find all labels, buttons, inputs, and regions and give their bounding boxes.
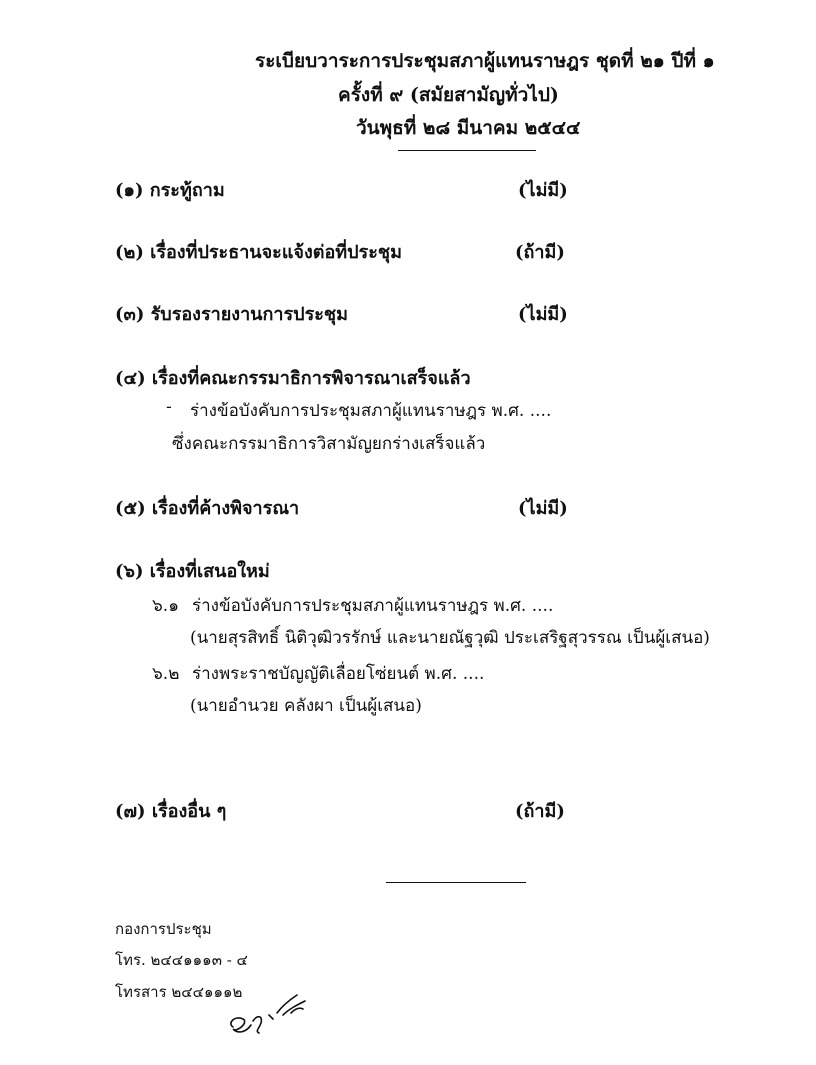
agenda-item-4-sub-line1: ร่างข้อบังคับการประชุมสภาผู้แทนราษฎร พ.ศ. .... — [190, 401, 552, 421]
agenda-item-3-status: (ไม่มี) — [518, 304, 568, 325]
header-date: วันพุธที่ ๒๘ มีนาคม ๒๕๔๔ — [356, 117, 581, 139]
agenda-item-6-2-num: ๖.๒ — [152, 664, 180, 684]
agenda-item-6-1-proposer: (นายสุรสิทธิ์ นิติวุฒิวรรักษ์ และนายณัฐวุฒิ ประเสริฐสุวรรณ เป็นผู้เสนอ) — [190, 628, 710, 648]
agenda-item-3: (๓) รับรองรายงานการประชุม — [115, 304, 349, 325]
agenda-item-1-status: (ไม่มี) — [518, 180, 568, 201]
agenda-item-2: (๒) เรื่องที่ประธานจะแจ้งต่อที่ประชุม — [115, 242, 402, 263]
agenda-item-6-2-title: ร่างพระราชบัญญัติเลื่อยโซ่ยนต์ พ.ศ. .... — [192, 664, 485, 684]
footer-phone: โทร. ๒๔๔๑๑๑๓ - ๔ — [115, 951, 248, 969]
agenda-item-4: (๔) เรื่องที่คณะกรรมาธิการพิจารณาเสร็จแล้ว — [115, 368, 471, 389]
agenda-item-4-bullet: - — [166, 397, 172, 417]
header-title: ระเบียบวาระการประชุมสภาผู้แทนราษฎร ชุดที่ ๒๑ ปีที่ ๑ — [255, 50, 715, 72]
agenda-item-6-1-title: ร่างข้อบังคับการประชุมสภาผู้แทนราษฎร พ.ศ. .... — [192, 596, 554, 616]
agenda-item-5-status: (ไม่มี) — [518, 498, 568, 519]
signature-mark — [225, 985, 315, 1045]
agenda-item-7-status: (ถ้ามี) — [515, 801, 565, 822]
agenda-item-6: (๖) เรื่องที่เสนอใหม่ — [115, 561, 270, 582]
agenda-item-5: (๕) เรื่องที่ค้างพิจารณา — [115, 498, 300, 519]
agenda-item-1: (๑) กระทู้ถาม — [115, 180, 225, 201]
agenda-item-2-status: (ถ้ามี) — [515, 242, 565, 263]
agenda-item-6-1-num: ๖.๑ — [152, 596, 179, 616]
agenda-item-6-2-proposer: (นายอำนวย คลังผา เป็นผู้เสนอ) — [190, 696, 422, 716]
agenda-item-7: (๗) เรื่องอื่น ๆ — [115, 801, 227, 822]
header-session: ครั้งที่ ๙ (สมัยสามัญทั่วไป) — [338, 84, 559, 106]
footer-fax: โทรสาร ๒๔๔๑๑๑๒ — [115, 983, 243, 1001]
footer-divider — [386, 882, 526, 883]
header-divider — [398, 150, 536, 151]
agenda-item-4-sub-line2: ซึ่งคณะกรรมาธิการวิสามัญยกร่างเสร็จแล้ว — [172, 434, 486, 454]
footer-office: กองการประชุม — [115, 920, 212, 938]
